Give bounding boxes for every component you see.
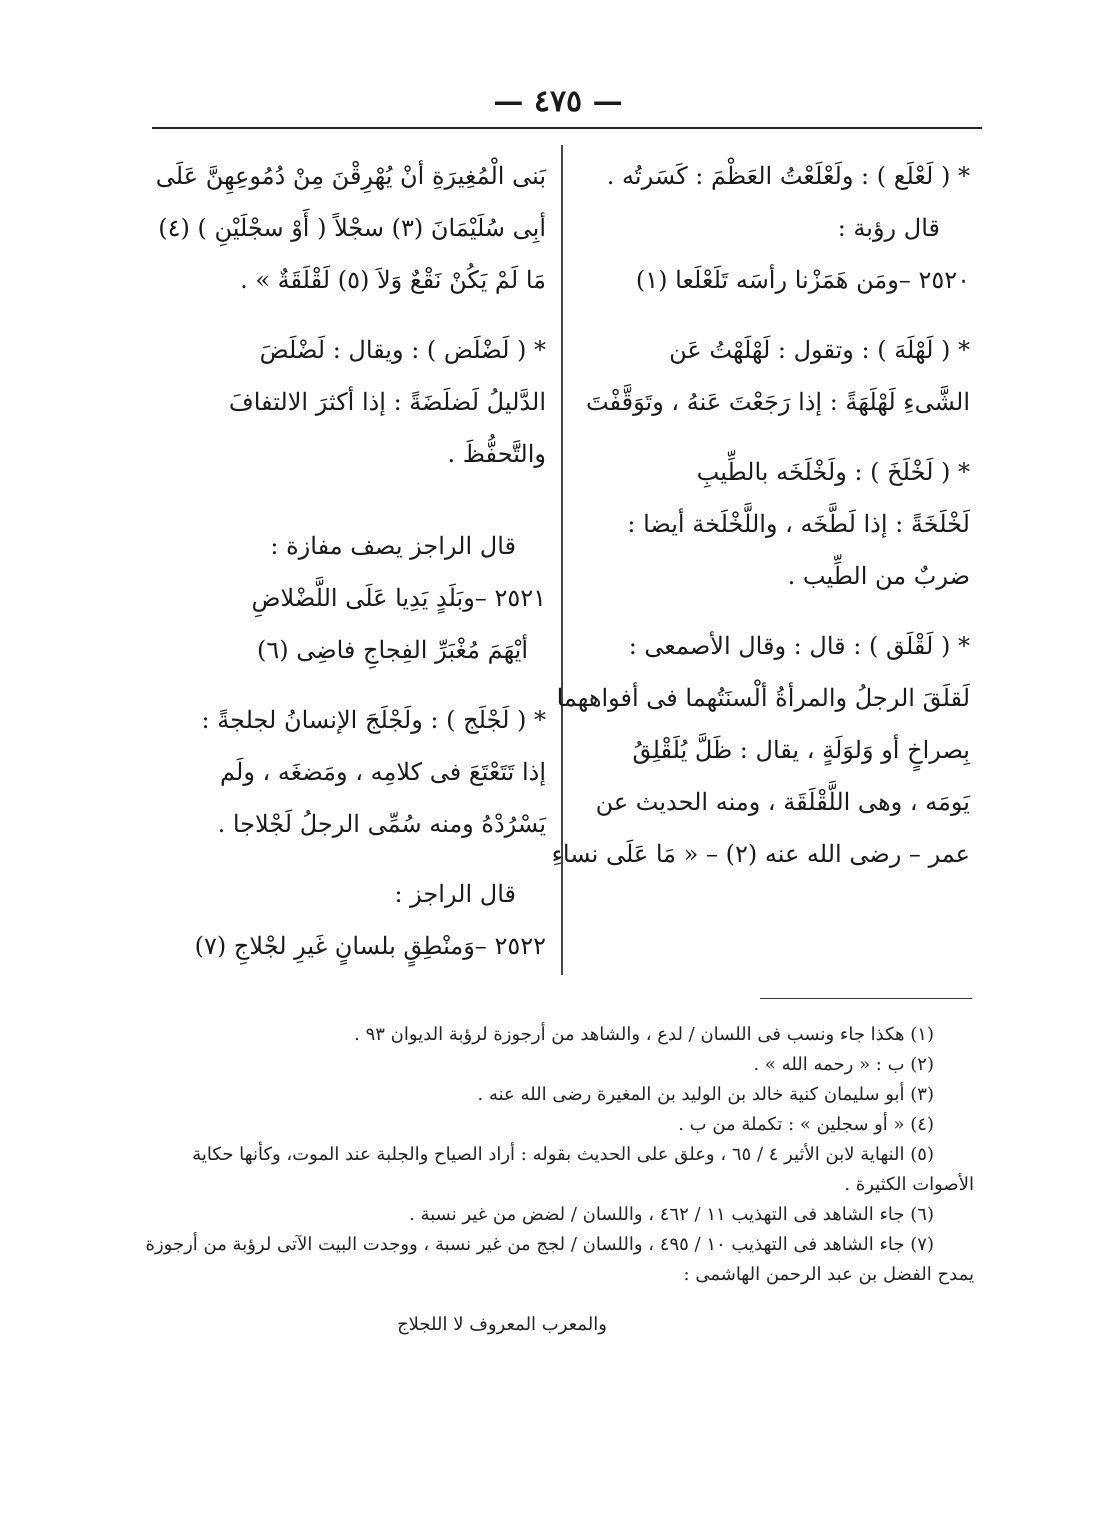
verse-2521 (148, 520, 546, 676)
page-number: — ٤٧٥ — (493, 84, 623, 119)
text-line: يَسْرُدْهُ ومنه سُمِّى الرجلُ لَجْلاجا . (217, 810, 546, 838)
footnote-5: (٥) النهاية لابن الأثير ٤ / ٦٥ ، وعلق على الحديث بقوله : أراد الصياح والجلبة عند الموت، وكأنها حكاية (192, 1144, 934, 1165)
footnote-7-verse: والمعرب المعروف لا اللجلاج (397, 1314, 607, 1335)
verse-line: ٢٥٢١ –وبَلَدٍ يَدِيا عَلَى اللَّضْلاضِ (251, 584, 546, 612)
text-line: قال رؤبة : (837, 214, 940, 242)
text-line: والتَّحفُّظَ . (447, 440, 546, 468)
text-line: * ( لَهْلَهَ ) : وتقول : لَهْلَهْتُ عَن (669, 336, 970, 364)
text-line: * ( لَخْلَخَ ) : ولَخْلَخَه بالطِّيبِ (696, 458, 970, 486)
text-line: * ( لَقْلَق ) : قال : وقال الأصمعى : (628, 632, 970, 660)
footnote-4: (٤) « أو سجلين » : تكملة من ب . (678, 1114, 934, 1135)
text-line: بَنى الْمُغِيرَةِ أنْ يُهْرِقْنَ مِنْ دُمُوعِهِنَّ عَلَى (155, 162, 546, 190)
text-line: إذا تَتَعْتَعَ فى كلامِه ، ومَضغَه ، ولَم (220, 758, 546, 786)
text-line: الدَّليلُ لَضلَضَةً : إذا أكثرَ الالتفافَ (228, 388, 546, 416)
verse-line: أيْهَمَ مُغْبَرِّ الفِجاجِ فاضِى (٦) (256, 636, 528, 664)
text-line: قال الراجز يصف مفازة : (270, 532, 516, 560)
footnote-3: (٣) أبو سليمان كنية خالد بن الوليد بن المغيرة رضى الله عنه . (477, 1084, 934, 1105)
entry-lalaa (582, 150, 970, 306)
text-line: لَقلَقَ الرجلُ والمرأةُ ألْسنَتُهما فى أفواههما (556, 684, 970, 712)
text-line: مَا لَمْ يَكُنْ نَقْعٌ وَلاَ (٥) لَقْلَقَةٌ » . (240, 266, 546, 294)
entry-lahlaha (582, 324, 970, 428)
header-rule (152, 127, 982, 129)
entry-lakhlakha (582, 446, 970, 602)
text-line: الشَّىءِ لَهْلَهَةً : إذا رَجَعْتَ عَنهُ ، وتَوَقَّفْتَ (585, 388, 970, 416)
footnote-2: (٢) ب : « رحمه الله » . (753, 1054, 934, 1075)
footnote-6: (٦) جاء الشاهد فى التهذيب ١١ / ٤٦٢ ، واللسان / لضض من غير نسبة . (409, 1204, 934, 1225)
footnote-1: (١) هكذا جاء ونسب فى اللسان / لدع ، والشاهد من أرجوزة لرؤبة الديوان ٩٣ . (354, 1024, 934, 1045)
text-line: أبِى سُلَيْمَانَ (٣) سجْلاً ( أَوْ سجْلَيْنِ ) (٤) (158, 214, 546, 242)
entry-ladlad (148, 324, 546, 480)
verse-line: ٢٥٢٠ –ومَن هَمَزْنا رأسَه تَلَعْلَعا (١) (635, 266, 970, 294)
right-column (551, 150, 970, 898)
text-line: * ( لَعْلَع ) : ولَعْلَعْتُ العَظْمَ : كَسَرتُه . (606, 162, 970, 190)
footnote-7: (٧) جاء الشاهد فى التهذيب ١٠ / ٤٩٥ ، واللسان / لجج من غير نسبة ، ووجدت البيت الآتى لرؤبة من أرجوزة (145, 1234, 934, 1255)
text-line: * ( لَجْلَج ) : ولَجْلَجَ الإنسانُ لجلجةً : (201, 706, 546, 734)
left-column (148, 150, 546, 990)
verse-2522 (148, 868, 546, 972)
text-line: * ( لَضْلَض ) : ويقال : لَضْلَضَ (259, 336, 546, 364)
entry-lajlaj (148, 694, 546, 850)
text-line: يَومَه ، وهى اللَّقْلَقَة ، ومنه الحديث عن (595, 788, 970, 816)
text-line: قال الراجز : (394, 880, 516, 908)
text-line: عمر – رضى الله عنه (٢) – « مَا عَلَى نساءِ (551, 840, 970, 868)
verse-line: ٢٥٢٢ –وَمنْطِقٍ بلسانٍ غَيرِ لجْلاجِ (٧) (194, 932, 546, 960)
footnote-7-cont: يمدح الفضل بن عبد الرحمن الهاشمى : (683, 1264, 974, 1285)
hadith-continuation (148, 150, 546, 306)
footnote-rule (760, 998, 972, 999)
text-line: بِصراخٍ أو وَلوَلَةٍ ، يقال : ظَلَّ يُلَقْلِقُ (632, 736, 970, 764)
entry-laqlaq (551, 620, 970, 880)
text-line: لَخْلَخَةً : إذا لَطَّخَه ، واللَّخْلَخة أيضا : (627, 510, 970, 538)
footnotes (145, 1020, 974, 1340)
footnote-5-cont: الأصوات الكثيرة . (844, 1174, 974, 1195)
text-line: ضربٌ من الطِّيب . (787, 562, 970, 590)
